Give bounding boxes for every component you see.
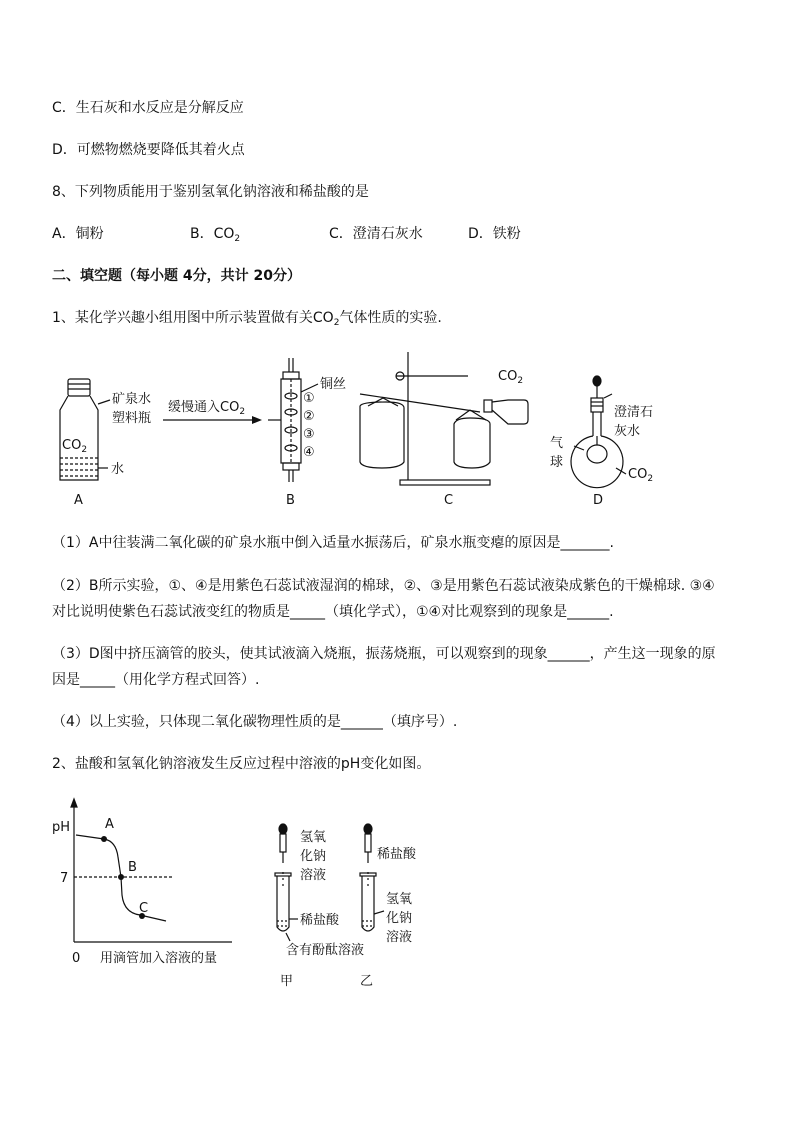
flask-d-gas-label xyxy=(628,467,653,484)
fq1-subquestion-2b: 对比说明使紫色石蕊试液变红的物质是_____（填化学式），①④对比观察到的现象是______. xyxy=(52,604,614,620)
bottle-label-2: 塑料瓶 xyxy=(112,411,152,426)
bottle-gas-sub: 2 xyxy=(81,445,88,455)
graph-y7-tick: 7 xyxy=(60,871,69,886)
caption-a: A xyxy=(74,493,83,508)
fq1-subquestion-3b: 因是_____（用化学方程式回答）. xyxy=(52,672,260,688)
bottle-gas-text: CO xyxy=(62,438,82,453)
q8-option-c: C．澄清石灰水 xyxy=(329,226,423,242)
water-label: 水 xyxy=(111,462,125,477)
balloon-label-2: 球 xyxy=(550,455,564,470)
jia-indicator-label: 含有酚酞溶液 xyxy=(286,943,365,958)
ball-3-label: ③ xyxy=(303,427,315,442)
caption-yi: 乙 xyxy=(360,974,374,989)
flask-c-gas-sub: 2 xyxy=(517,376,524,386)
graph-point-b-label: B xyxy=(128,860,137,875)
caption-b: B xyxy=(286,493,295,508)
q8-stem: 8、下列物质能用于鉴别氢氧化钠溶液和稀盐酸的是 xyxy=(52,184,369,200)
fq1-subquestion-3a: （3）D图中挤压滴管的胶头，使其试液滴入烧瓶，振荡烧瓶，可以观察到的现象______，产生这一现象的原 xyxy=(52,646,716,662)
graph-x-label: 用滴管加入溶液的量 xyxy=(100,951,218,966)
fq1-stem-post: 气体性质的实验. xyxy=(339,310,442,326)
q8-option-b-text: B．CO xyxy=(190,226,235,242)
q7-option-c: C．生石灰和水反应是分解反应 xyxy=(52,100,244,116)
flow-arrow xyxy=(163,416,262,424)
jia-dropper-label-1: 氢氧 xyxy=(300,830,327,845)
q8-option-b-sub: 2 xyxy=(234,234,241,244)
fq1-stem-sub: 2 xyxy=(333,318,340,328)
arrow-label-sub: 2 xyxy=(239,407,246,417)
jia-dropper-label-2: 化钠 xyxy=(300,849,327,864)
yi-dropper-label: 稀盐酸 xyxy=(377,847,417,862)
q7-option-d: D．可燃物燃烧要降低其着火点 xyxy=(52,142,245,158)
graph-origin: 0 xyxy=(72,951,81,966)
point-a xyxy=(101,836,107,842)
graph-point-a-label: A xyxy=(105,817,114,832)
ball-2-label: ② xyxy=(303,409,315,424)
q8-option-d: D．铁粉 xyxy=(468,226,521,242)
fq1-subquestion-2a: （2）B所示实验，①、④是用紫色石蕊试液湿润的棉球，②、③是用紫色石蕊试液染成紫色的干燥棉球. ③④ xyxy=(52,578,715,594)
apparatus-jia xyxy=(275,824,298,941)
fq1-subquestion-1: （1）A中往装满二氧化碳的矿泉水瓶中倒入适量水振荡后，矿泉水瓶变瘪的原因是_______. xyxy=(52,535,614,551)
yi-content-label-3: 溶液 xyxy=(386,930,413,945)
caption-d: D xyxy=(593,493,604,508)
co2-apparatus-figure xyxy=(0,340,794,515)
q8-option-a: A．铜粉 xyxy=(52,226,104,242)
q8-option-b xyxy=(190,224,240,244)
graph-y-label: pH xyxy=(52,820,71,835)
section-title: 二、填空题（每小题 4分，共计 20分） xyxy=(52,268,301,284)
limewater-label-1: 澄清石 xyxy=(614,405,654,420)
bottle-label-1: 矿泉水 xyxy=(112,392,152,407)
apparatus-yi xyxy=(360,824,384,931)
flask-d-gas-text: CO xyxy=(628,467,648,482)
jia-content-label: 稀盐酸 xyxy=(300,913,340,928)
graph-point-c-label: C xyxy=(139,901,149,916)
flask-d-gas-sub: 2 xyxy=(647,474,654,484)
caption-jia: 甲 xyxy=(280,974,294,989)
balloon-label-1: 气 xyxy=(550,436,564,451)
apparatus-a xyxy=(60,379,110,480)
ph-graph xyxy=(71,799,232,942)
ph-figure xyxy=(0,795,794,995)
yi-content-label-2: 化钠 xyxy=(386,911,413,926)
copper-wire-label: 铜丝 xyxy=(320,377,347,392)
caption-c: C xyxy=(444,493,454,508)
flask-c-gas-text: CO xyxy=(498,369,518,384)
fq2-stem: 2、盐酸和氢氧化钠溶液发生反应过程中溶液的pH变化如图。 xyxy=(52,756,431,772)
ball-1-label: ① xyxy=(303,391,315,406)
flask-c-gas-label xyxy=(498,369,523,386)
limewater-label-2: 灰水 xyxy=(614,424,641,439)
fq1-subquestion-4: （4）以上实验，只体现二氧化碳物理性质的是______（填序号）. xyxy=(52,714,458,730)
arrow-label-text: 缓慢通入CO xyxy=(168,400,240,415)
fq1-stem-pre: 1、某化学兴趣小组用图中所示装置做有关CO xyxy=(52,310,334,326)
yi-content-label-1: 氢氧 xyxy=(386,892,413,907)
bottle-gas-label xyxy=(62,438,87,455)
jia-dropper-label-3: 溶液 xyxy=(300,868,327,883)
point-b xyxy=(118,874,124,880)
arrow-label xyxy=(168,399,245,417)
ball-4-label: ④ xyxy=(303,445,315,460)
y-axis-arrow xyxy=(71,799,77,807)
fq1-stem xyxy=(52,308,442,328)
